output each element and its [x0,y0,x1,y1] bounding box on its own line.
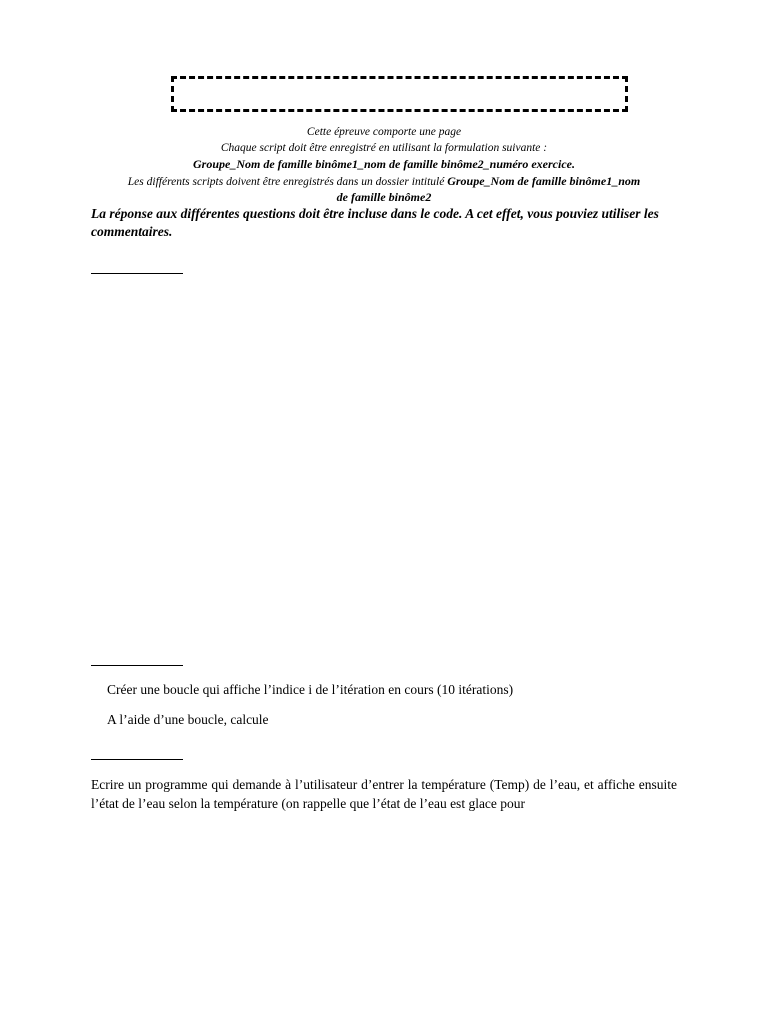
exercise-3-heading-rule [91,759,183,760]
exercise-2-heading-rule [91,665,183,666]
exercise-2-item-1: Créer une boucle qui affiche l’indice i de l’itération en cours (10 itérations) [107,682,514,697]
intro-folder-rule-text: Les différents scripts doivent être enregistrés dans un dossier intitulé [127,176,448,188]
intro-line-naming-format: Groupe_Nom de famille binôme1_nom de famille binôme2_numéro exercice. [193,157,575,171]
intro-line-folder-rule [80,173,688,191]
title-placeholder-box [171,76,628,112]
exercise-1-heading-rule [91,273,183,274]
intro-folder-name: Groupe_Nom de famille binôme1_nom [447,174,641,188]
intro-line-folder-name-end: de famille binôme2 [336,190,432,204]
intro-line-page-count: Cette épreuve comporte une page [306,126,462,138]
exercise-3-statement: Ecrire un programme qui demande à l’utilisateur d’entrer la température (Temp) de l’eau, et affiche ensuite l’état de l’eau selon la température (on rappelle que l’état de l’eau est glace pour [91,777,677,811]
intro-line-naming-rule: Chaque script doit être enregistré en utilisant la formulation suivante : [220,142,548,154]
instructions-text: La réponse aux différentes questions doit être incluse dans le code. A cet effet, vous pouviez utiliser les commentaires. [91,206,659,239]
exercise-2-item-2: A l’aide d’une boucle, calcule [107,712,269,727]
